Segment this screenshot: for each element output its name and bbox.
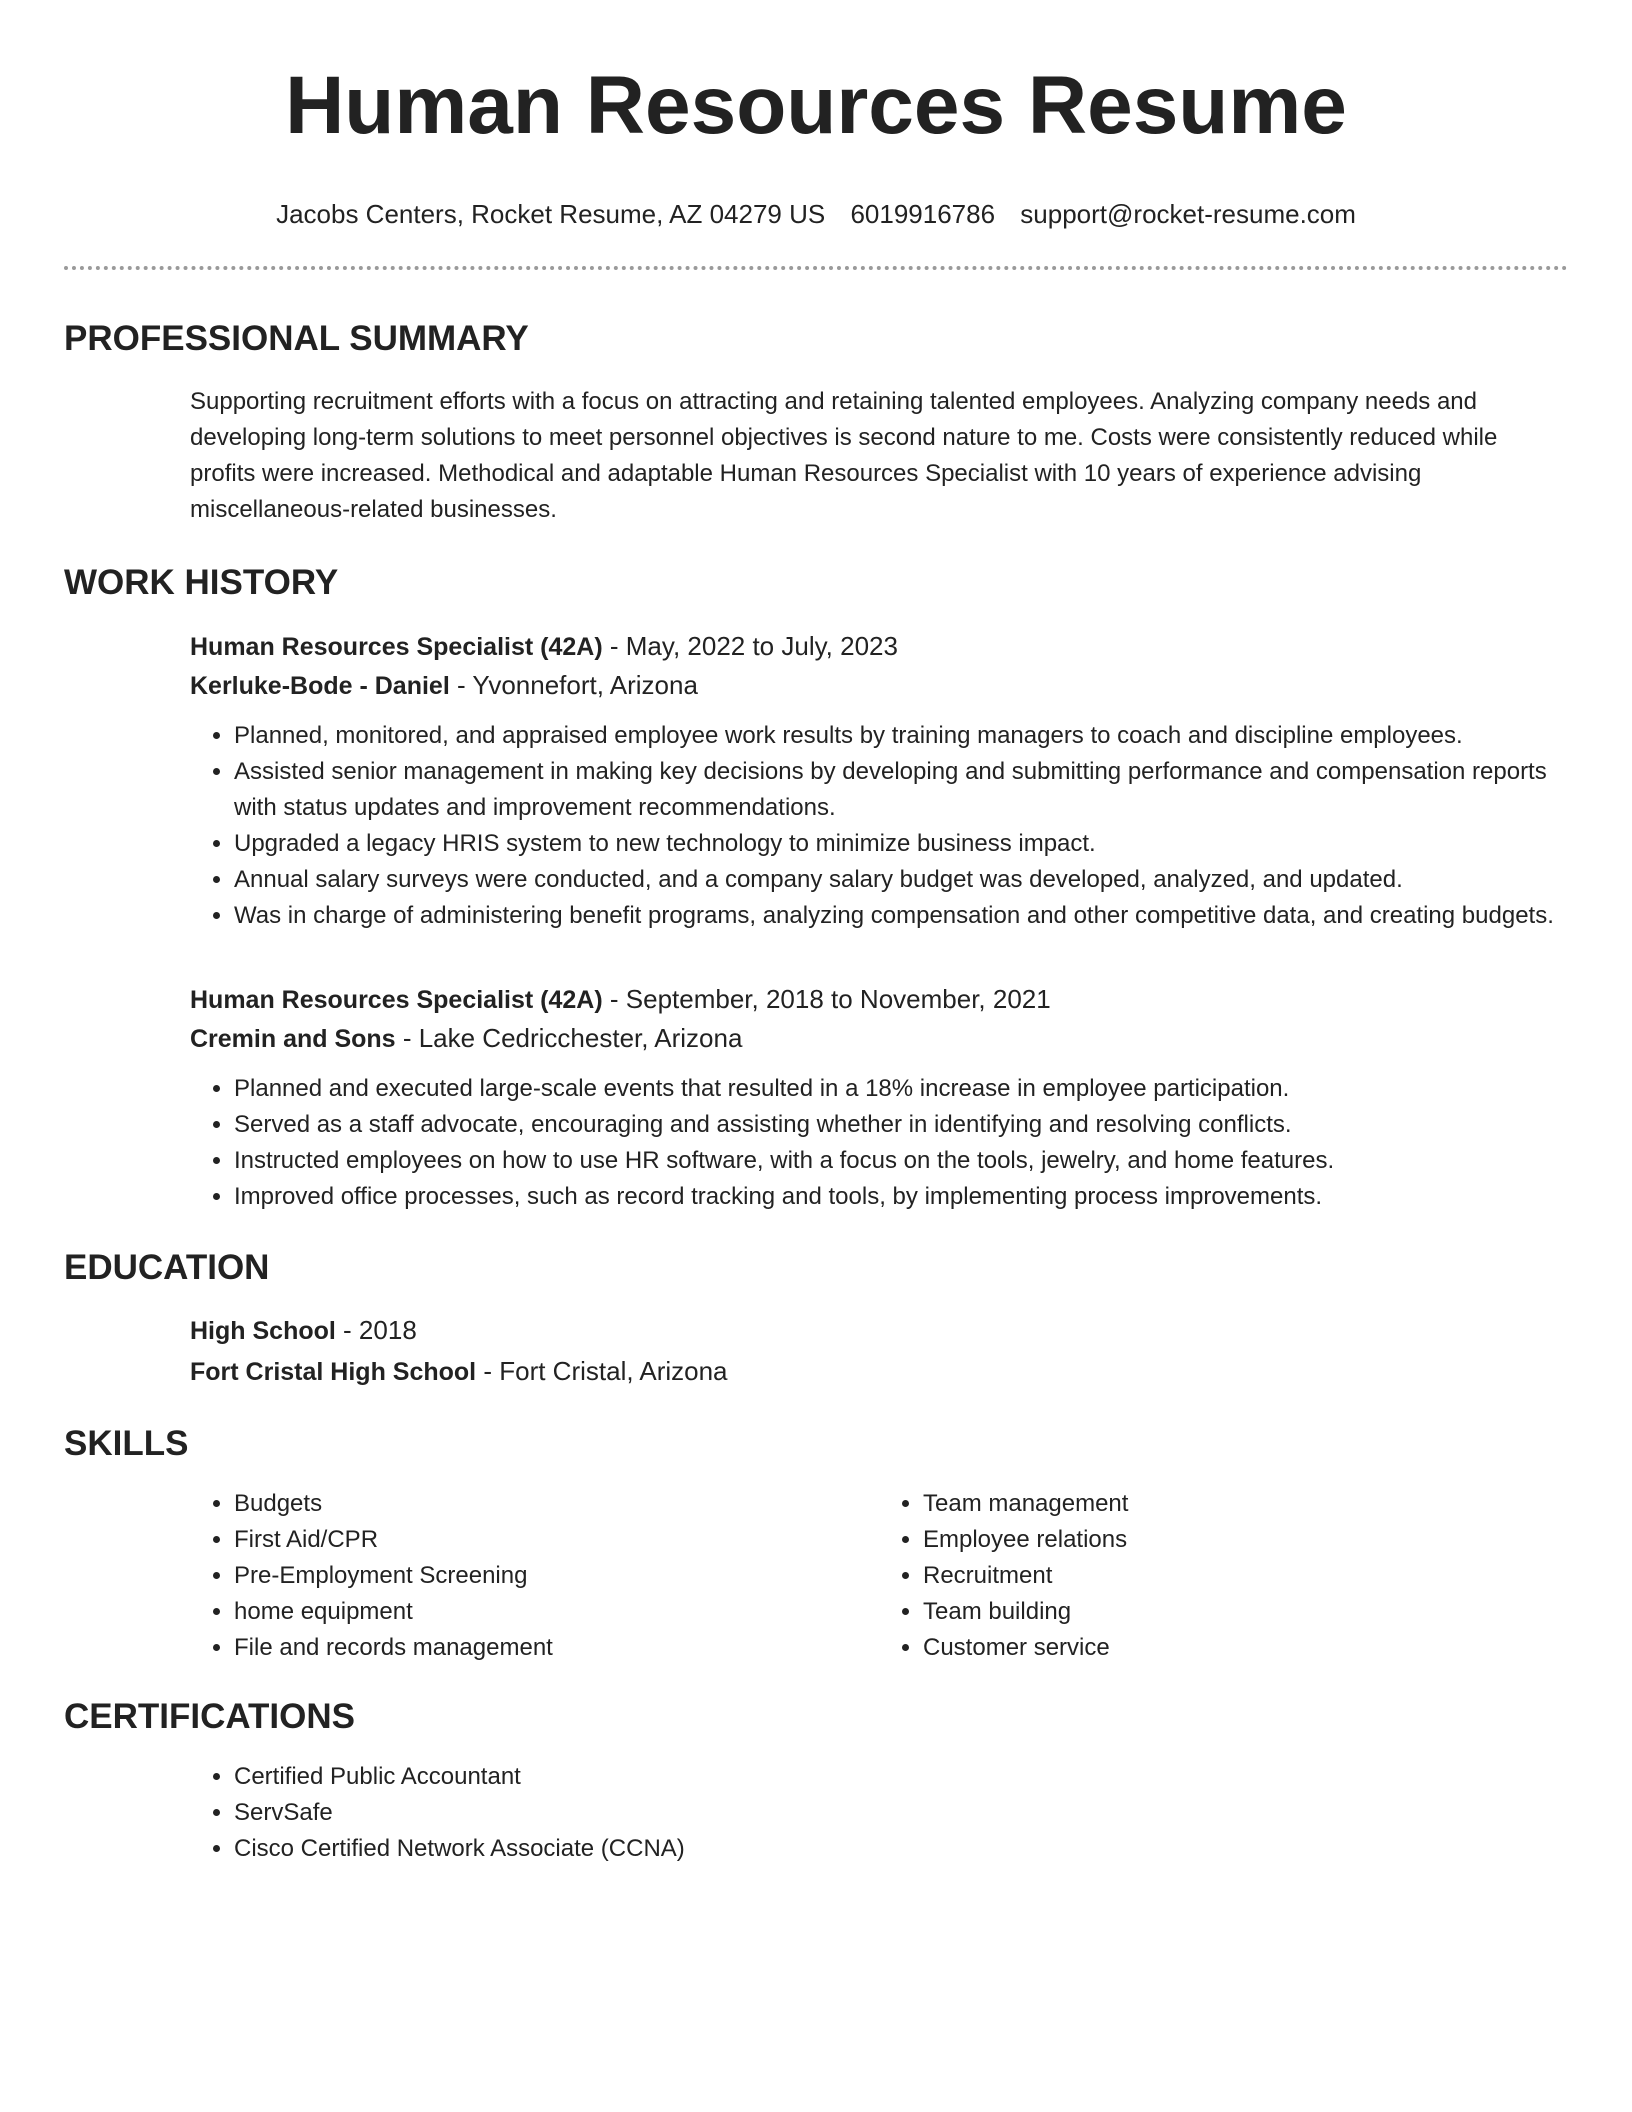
list-item: • Instructed employees on how to use HR software, with a focus on the tools, jewelry, and home features.	[234, 1143, 1568, 1179]
list-item: • Annual salary surveys were conducted, and a company salary budget was developed, analyzed, and updated.	[234, 862, 1568, 898]
skills-list-right	[879, 1486, 1568, 1666]
job-company: Cremin and Sons	[190, 1025, 396, 1053]
skill-item: • File and records management	[234, 1630, 879, 1666]
header-divider	[64, 266, 1568, 270]
job-bullet-list	[190, 1071, 1568, 1215]
skill-item: • Team building	[923, 1594, 1568, 1630]
resume-title: Human Resources Resume	[285, 60, 1347, 151]
education-heading: EDUCATION	[64, 1248, 270, 1287]
certification-item: • Certified Public Accountant	[234, 1759, 1568, 1795]
list-item: • Was in charge of administering benefit programs, analyzing compensation and other competitive data, and creating budgets.	[234, 898, 1568, 934]
address-text: Jacobs Centers, Rocket Resume, AZ 04279 US	[276, 199, 826, 229]
job-dates: - September, 2018 to November, 2021	[602, 984, 1051, 1014]
skill-item: • Team management	[923, 1486, 1568, 1522]
job-location: - Lake Cedricchester, Arizona	[395, 1023, 743, 1053]
skill-item: • Recruitment	[923, 1558, 1568, 1594]
work-history-heading: WORK HISTORY	[64, 563, 339, 602]
list-item: • Served as a staff advocate, encouraging and assisting whether in identifying and resolving conflicts.	[234, 1107, 1568, 1143]
skill-item: • Customer service	[923, 1630, 1568, 1666]
job-company: Kerluke-Bode - Daniel	[190, 672, 450, 700]
job-title-line	[190, 627, 1568, 666]
certifications-list	[190, 1759, 1568, 1867]
certifications-block	[190, 1759, 1568, 1867]
job-title-line	[190, 980, 1568, 1019]
job-company-line	[190, 666, 1568, 705]
phone-text: 6019916786	[850, 199, 996, 229]
summary-text: Supporting recruitment efforts with a focus on attracting and retaining talented employees. Analyzing company needs and developing long-term solutions to meet personnel objectives is second nature to me. Costs were consistently reduced while profits were increased. Methodical and adaptable Human Resources Specialist with 10 years of experience advising miscellaneous-related businesses.	[190, 388, 1498, 523]
skill-item: • First Aid/CPR	[234, 1522, 879, 1558]
education-degree-line	[190, 1310, 1568, 1351]
certification-item: • ServSafe	[234, 1795, 1568, 1831]
certifications-heading: CERTIFICATIONS	[64, 1697, 356, 1736]
email-text: support@rocket-resume.com	[1020, 199, 1356, 229]
skill-item: • home equipment	[234, 1594, 879, 1630]
job-dates: - May, 2022 to July, 2023	[602, 631, 898, 661]
job-bullet-list	[190, 718, 1568, 934]
list-item: • Assisted senior management in making key decisions by developing and submitting performance and compensation reports with status updates and improvement recommendations.	[234, 754, 1568, 826]
education-degree: High School	[190, 1317, 336, 1345]
education-year: - 2018	[335, 1315, 417, 1345]
job-title: Human Resources Specialist (42A)	[190, 986, 603, 1014]
job-entry	[190, 980, 1568, 1215]
skill-item: • Employee relations	[923, 1522, 1568, 1558]
job-company-line	[190, 1019, 1568, 1058]
skills-grid	[190, 1486, 1568, 1666]
skills-list-left	[190, 1486, 879, 1666]
job-entry	[190, 627, 1568, 934]
job-location: - Yvonnefort, Arizona	[449, 670, 698, 700]
certification-item: • Cisco Certified Network Associate (CCNA)	[234, 1831, 1568, 1867]
education-school: Fort Cristal High School	[190, 1358, 477, 1386]
list-item: • Planned, monitored, and appraised employee work results by training managers to coach and discipline employees.	[234, 718, 1568, 754]
list-item: • Upgraded a legacy HRIS system to new technology to minimize business impact.	[234, 826, 1568, 862]
list-item: • Improved office processes, such as record tracking and tools, by implementing process improvements.	[234, 1179, 1568, 1215]
job-title: Human Resources Specialist (42A)	[190, 633, 603, 661]
education-location: - Fort Cristal, Arizona	[476, 1356, 728, 1386]
contact-line	[64, 196, 1568, 232]
summary-heading: PROFESSIONAL SUMMARY	[64, 319, 529, 358]
skill-item: • Pre-Employment Screening	[234, 1558, 879, 1594]
list-item: • Planned and executed large-scale events that resulted in a 18% increase in employee participation.	[234, 1071, 1568, 1107]
skill-item: • Budgets	[234, 1486, 879, 1522]
education-entry	[190, 1310, 1568, 1392]
skills-heading: SKILLS	[64, 1424, 189, 1463]
education-school-line	[190, 1351, 1568, 1392]
